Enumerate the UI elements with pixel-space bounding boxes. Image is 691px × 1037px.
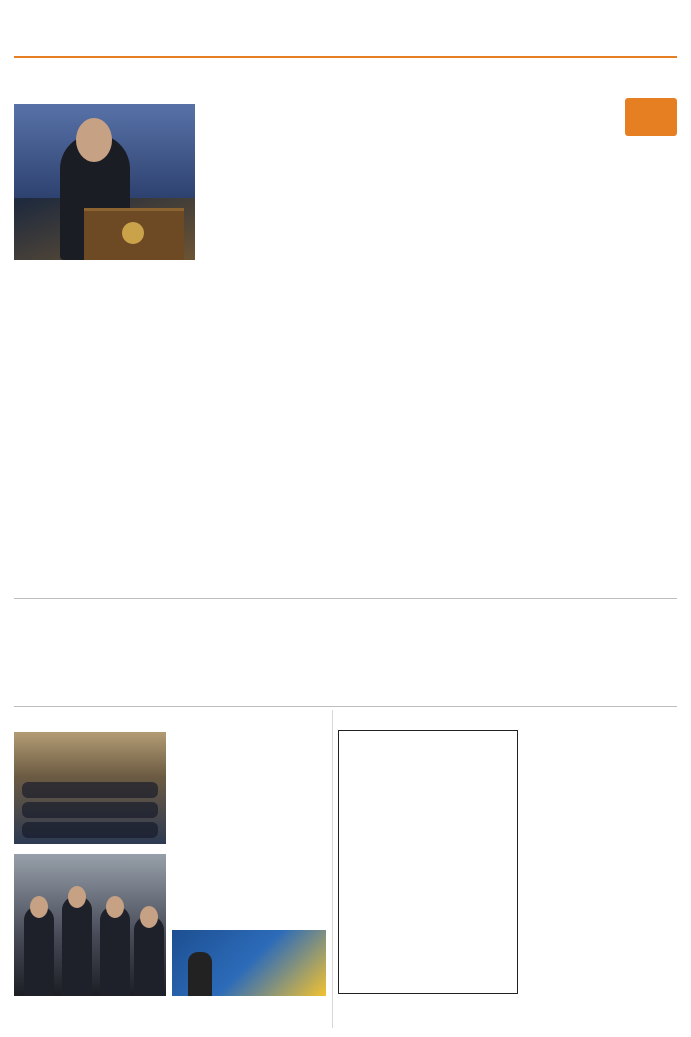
lead-photo bbox=[14, 104, 195, 260]
sports-photo-officials bbox=[14, 854, 166, 996]
lead-column-3 bbox=[323, 104, 435, 592]
column-divider bbox=[332, 710, 333, 1028]
crossword-column-numbers bbox=[338, 718, 518, 730]
story2-column-5 bbox=[14, 606, 133, 702]
newspaper-logo bbox=[625, 98, 677, 136]
issue-line bbox=[14, 42, 677, 54]
sports-photo-banner bbox=[172, 930, 326, 996]
crossword bbox=[338, 718, 538, 1028]
lead-column-5 bbox=[14, 266, 195, 592]
sports-text bbox=[172, 730, 326, 926]
story2-column-2 bbox=[411, 634, 539, 702]
lead-column-4 bbox=[201, 104, 317, 592]
sports-photo-audience bbox=[14, 732, 166, 844]
story2-column-1 bbox=[547, 640, 673, 702]
crossword-grid[interactable] bbox=[338, 730, 518, 994]
crossword-row-numbers bbox=[520, 730, 534, 994]
story2-column-3 bbox=[275, 634, 403, 702]
story2-column-4 bbox=[141, 606, 267, 702]
crossword-clues bbox=[533, 732, 673, 1028]
top-rule bbox=[14, 56, 677, 58]
emblem-icon bbox=[122, 222, 144, 244]
lead-column-1 bbox=[565, 142, 673, 592]
lead-column-2 bbox=[441, 104, 557, 592]
section-divider bbox=[14, 598, 677, 599]
section-divider bbox=[14, 706, 677, 707]
